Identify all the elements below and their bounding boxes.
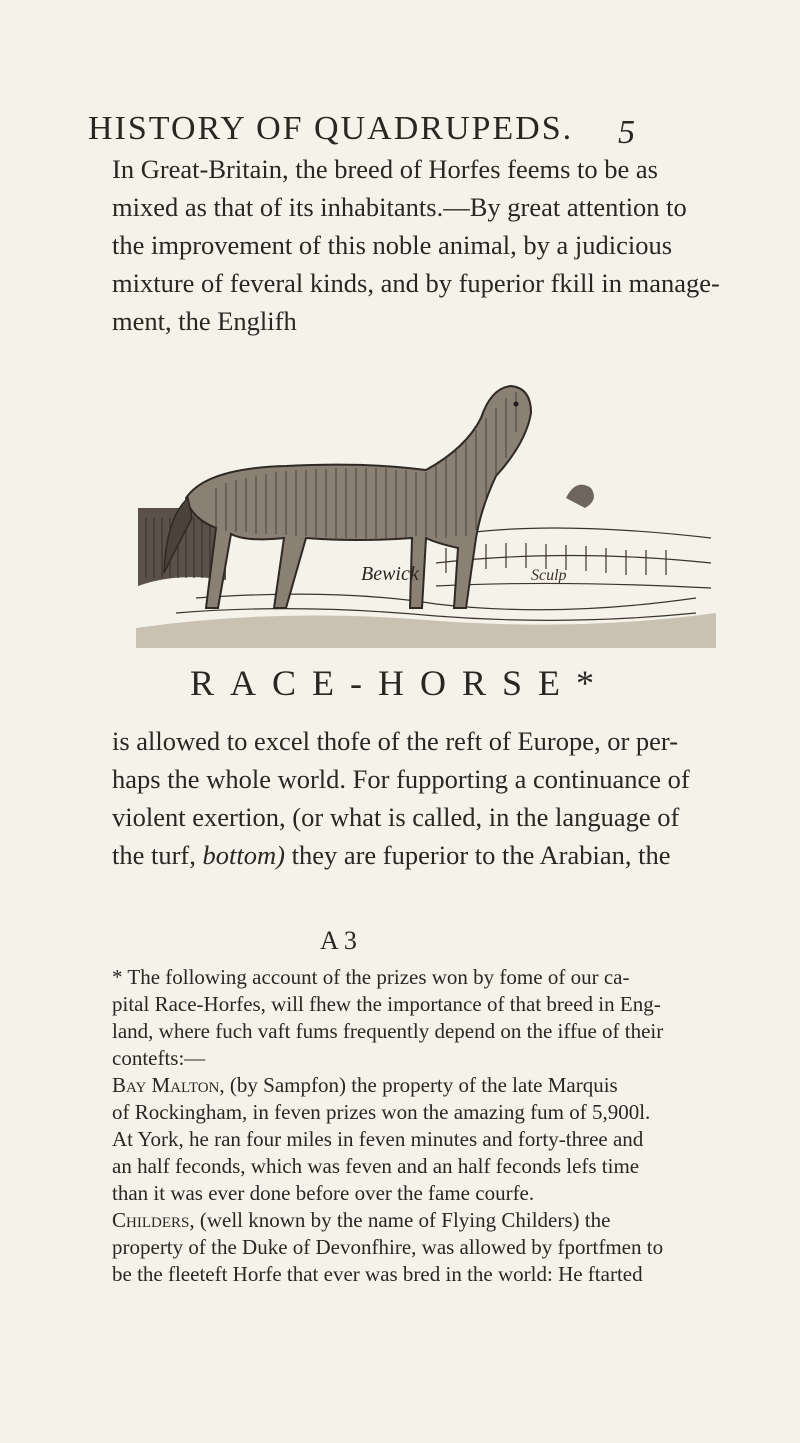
text-line: mixed as that of its inhabitants.—By great attention to (112, 192, 687, 222)
footnote-line: pital Race-Horfes, will fhew the importance of that breed in Eng- (112, 992, 661, 1016)
text-line: the improvement of this noble animal, by a judicious (112, 230, 673, 260)
svg-text:Sculp: Sculp (531, 567, 567, 584)
footnote-line (112, 1207, 672, 1234)
footnote (112, 964, 672, 1288)
illustration-caption: RACE-HORSE* (189, 663, 611, 703)
paragraph-1 (112, 150, 720, 340)
signature-mark: A 3 (320, 926, 357, 955)
running-title: HISTORY OF QUADRUPEDS. (88, 110, 574, 147)
horse-name: Bay Malton, (112, 1073, 225, 1097)
footnote-line: At York, he ran four miles in feven minutes and forty-three and (112, 1127, 644, 1151)
footnote-line: an half feconds, which was feven and an half feconds lefs time (112, 1154, 640, 1178)
page-number: 5 (618, 114, 635, 151)
footnote-line: land, where fuch vaft fums frequently depend on the iffue of their (112, 1019, 664, 1043)
footnote-line: * The following account of the prizes won by fome of our ca- (112, 965, 630, 989)
text-line: violent exertion, (or what is called, in the language of (112, 802, 680, 832)
footnote-line: than it was ever done before over the fame courfe. (112, 1181, 535, 1205)
text-run: they are fuperior to the Arabian, the (284, 840, 671, 870)
horse-name: Childers, (112, 1208, 195, 1232)
text-line: ment, the Englifh (112, 306, 297, 336)
footnote-line (112, 1072, 672, 1099)
text-line (112, 836, 672, 874)
race-horse-engraving (136, 358, 716, 648)
footnote-line: property of the Duke of Devonfhire, was allowed by fportfmen to (112, 1235, 664, 1259)
footnote-line: be the fleeteft Horfe that ever was bred in the world: He ftarted (112, 1262, 643, 1286)
text-line: mixture of feveral kinds, and by fuperior fkill in manage- (112, 268, 720, 298)
text-run: the turf, (112, 840, 203, 870)
engraver-signature: Bewick (361, 563, 419, 585)
text-line: haps the whole world. For fupporting a continuance of (112, 764, 690, 794)
text-line: In Great-Britain, the breed of Horfes feems to be as (112, 154, 658, 184)
text-run: (by Sampfon) the property of the late Marquis (224, 1073, 618, 1097)
italic-term: bottom) (202, 840, 285, 870)
footnote-line: contefts:— (112, 1046, 206, 1070)
text-line: is allowed to excel thofe of the reft of Europe, or per- (112, 726, 679, 756)
text-run: (well known by the name of Flying Childers) the (194, 1208, 611, 1232)
footnote-line: of Rockingham, in feven prizes won the amazing fum of 5,900l. (112, 1100, 651, 1124)
paragraph-2 (112, 722, 690, 874)
